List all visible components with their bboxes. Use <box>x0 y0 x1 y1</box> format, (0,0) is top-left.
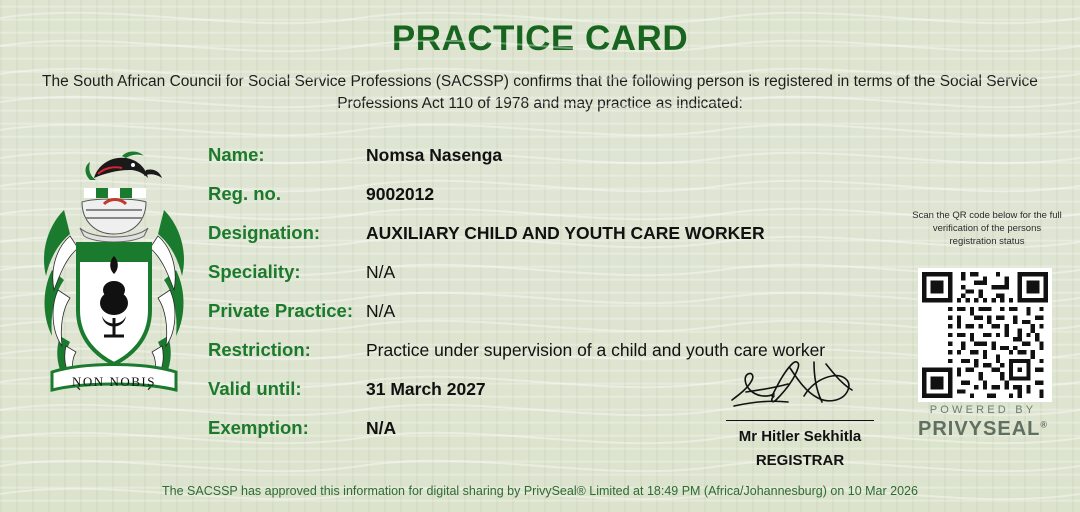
intro-text: The South African Council for Social Service Professions (SACSSP) confirms that the following person is registered in terms of the Social Service Professions Act 110 of 1978 and may practice as indicated: <box>42 72 1038 112</box>
approval-footer: The SACSSP has approved this information for digital sharing by PrivySeal® Limited at 18:49 PM (Africa/Johannesburg) on 10 Mar 2026 <box>162 484 918 498</box>
field-label-speciality: Speciality: <box>208 261 301 282</box>
powered-by-label: POWERED BY <box>929 404 1037 416</box>
signature-mark <box>726 358 876 416</box>
qr-instruction-text: Scan the QR code below for the full verification of the persons registration status <box>912 210 1062 247</box>
table-row <box>208 300 908 326</box>
field-label-valid-until: Valid until: <box>208 378 302 399</box>
field-label-name: Name: <box>208 144 265 165</box>
privyseal-wordmark <box>908 418 1058 441</box>
table-row <box>208 261 908 287</box>
field-label-private-practice: Private Practice: <box>208 300 354 321</box>
field-label-restriction: Restriction: <box>208 339 311 360</box>
field-value-reg-no: 9002012 <box>366 184 435 204</box>
field-label-designation: Designation: <box>208 222 321 243</box>
table-row <box>208 222 908 248</box>
field-value-valid-until: 31 March 2027 <box>366 379 486 399</box>
page-title: PRACTICE CARD <box>391 19 689 58</box>
field-value-private-practice: N/A <box>366 301 396 321</box>
field-value-exemption: N/A <box>366 418 397 438</box>
field-value-name: Nomsa Nasenga <box>366 145 503 165</box>
field-value-designation: AUXILIARY CHILD AND YOUTH CARE WORKER <box>366 223 765 243</box>
registrar-name: Mr Hitler Sekhitla <box>738 428 862 445</box>
crest-motto: NON NOBIS <box>72 374 156 389</box>
field-label-reg-no: Reg. no. <box>208 183 281 204</box>
powered-by-privyseal <box>908 404 1058 441</box>
field-value-speciality: N/A <box>366 262 396 282</box>
field-label-exemption: Exemption: <box>208 417 309 438</box>
table-row <box>208 144 908 170</box>
signature-line <box>726 420 874 421</box>
privyseal-brand-text: PRIVYSEAL <box>918 418 1041 440</box>
qr-code[interactable] <box>918 268 1052 402</box>
registered-mark: ® <box>1040 419 1048 430</box>
field-value-restriction: Practice under supervision of a child and youth care worker <box>366 340 826 360</box>
coat-of-arms-emblem <box>34 140 194 405</box>
registrar-role: REGISTRAR <box>755 452 845 469</box>
table-row <box>208 183 908 209</box>
